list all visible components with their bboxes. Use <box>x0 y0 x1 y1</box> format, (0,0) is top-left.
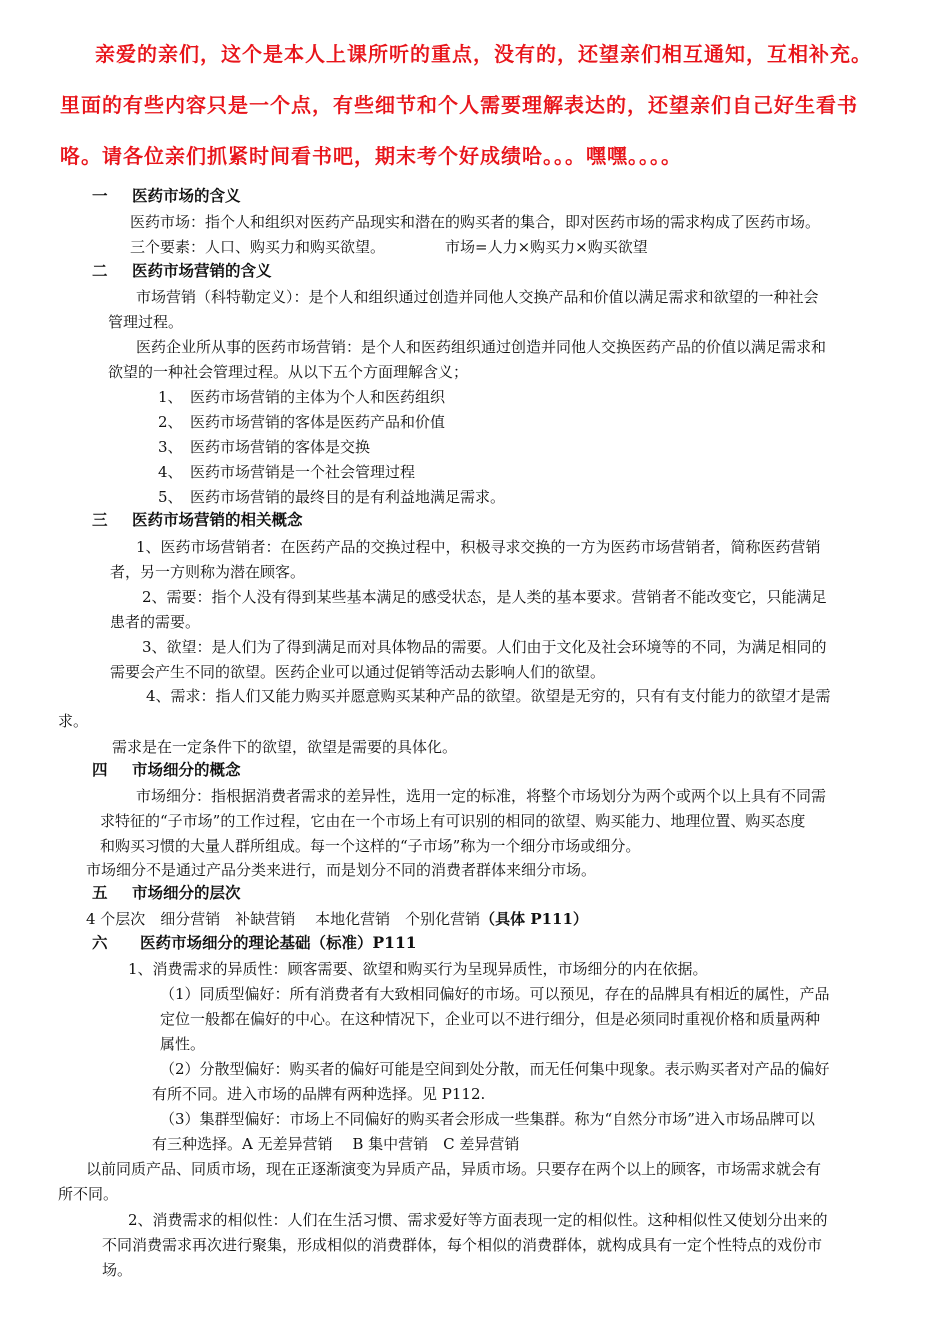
section-5-heading <box>92 883 241 903</box>
section-3-heading <box>92 510 303 530</box>
notice-line-2: 里面的有些内容只是一个点，有些细节和个人需要理解表达的，还望亲们自己好生看书 <box>60 93 858 117</box>
s1-formula: 市场=人力×购买力×购买欲望 <box>445 238 648 256</box>
s6-p2-line-2: 所不同。 <box>58 1185 119 1203</box>
section-6-number: 六 <box>92 933 108 952</box>
s3-p3-line-1: 3、欲望：是人们为了得到满足而对具体物品的需要。人们由于文化及社会环境等的不同，为满足相同的 <box>142 638 827 656</box>
s4-p1-line-1: 市场细分：指根据消费者需求的差异性，选用一定的标准，将整个市场划分为两个或两个以上具有不同需 <box>136 787 827 805</box>
s6-b-line-1: （2）分散型偏好：购买者的偏好可能是空间到处分散，而无任何集中现象。表示购买者对产品的偏好 <box>160 1060 830 1078</box>
s2-item-2: 2、 医药市场营销的客体是医药产品和价值 <box>158 413 446 431</box>
section-6-heading <box>92 933 417 953</box>
s3-p2-line-1: 2、需要：指个人没有得到某些基本满足的感受状态，是人类的基本要求。营销者不能改变它，只能满足 <box>142 588 827 606</box>
s6-b-line-2: 有所不同。进入市场的品牌有两种选择。见 P112. <box>152 1085 486 1103</box>
s4-p1-line-3: 和购买习惯的大量人群所组成。每一个这样的“子市场”称为一个细分市场或细分。 <box>100 837 641 855</box>
s3-p5: 需求是在一定条件下的欲望，欲望是需要的具体化。 <box>112 738 458 756</box>
s2-item-5: 5、 医药市场营销的最终目的是有利益地满足需求。 <box>158 488 506 506</box>
section-4-number: 四 <box>92 760 108 779</box>
s2-p1-line-2: 管理过程。 <box>108 313 184 331</box>
s6-p3-line-1: 2、消费需求的相似性：人们在生活习惯、需求爱好等方面表现一定的相似性。这种相似性又使划分出来的 <box>128 1211 828 1229</box>
section-1-title: 医药市场的含义 <box>132 186 241 205</box>
section-5-number: 五 <box>92 883 108 902</box>
s6-a-line-3: 属性。 <box>160 1035 206 1053</box>
section-1-number: 一 <box>92 186 108 205</box>
section-4-title: 市场细分的概念 <box>132 760 241 779</box>
s6-c-line-1: （3）集群型偏好：市场上不同偏好的购买者会形成一些集群。称为“自然分市场”进入市场品牌可以 <box>160 1110 815 1128</box>
s1-elements <box>130 237 648 257</box>
section-3-title: 医药市场营销的相关概念 <box>132 510 303 529</box>
s5-levels <box>86 909 588 929</box>
section-6-title: 医药市场细分的理论基础（标准）P111 <box>140 933 417 952</box>
s1-definition: 医药市场：指个人和组织对医药产品现实和潜在的购买者的集合，即对医药市场的需求构成了医药市场。 <box>130 213 821 231</box>
s2-item-1: 1、 医药市场营销的主体为个人和医药组织 <box>158 388 446 406</box>
s4-p1-line-2: 求特征的“子市场”的工作过程，它由在一个市场上有可识别的相同的欲望、购买能力、地理位置、购买态度 <box>100 812 806 830</box>
s2-item-4: 4、 医药市场营销是一个社会管理过程 <box>158 463 416 481</box>
s6-p1: 1、消费需求的异质性：顾客需要、欲望和购买行为呈现异质性，市场细分的内在依据。 <box>128 960 708 978</box>
notice-line-3: 咯。请各位亲们抓紧时间看书吧，期末考个好成绩哈。。。嘿嘿。。。。 <box>60 144 682 168</box>
s2-p1-line-1: 市场营销（科特勒定义）：是个人和组织通过创造并同他人交换产品和价值以满足需求和欲望的一种社会 <box>136 288 819 306</box>
s3-p1-line-1: 1、医药市场营销者：在医药产品的交换过程中，积极寻求交换的一方为医药市场营销者，简称医药营销 <box>136 538 821 556</box>
section-4-heading <box>92 760 241 780</box>
s6-p3-line-2: 不同消费需求再次进行聚集，形成相似的消费群体，每个相似的消费群体，就构成具有一定个性特点的戏份市 <box>102 1236 823 1254</box>
s6-a-line-2: 定位一般都在偏好的中心。在这种情况下，企业可以不进行细分，但是必须同时重视价格和质量两种 <box>160 1010 821 1028</box>
s5-levels-text: 4 个层次 细分营销 补缺营销 本地化营销 个别化营销 <box>86 910 481 928</box>
section-5-title: 市场细分的层次 <box>132 883 241 902</box>
s1-elements-text: 三个要素：人口、购买力和购买欲望。 <box>130 238 386 256</box>
s3-p2-line-2: 患者的需要。 <box>110 613 201 631</box>
s6-p3-line-3: 场。 <box>102 1261 133 1279</box>
s6-c-line-2: 有三种选择。A 无差异营销 B 集中营销 C 差异营销 <box>152 1135 520 1153</box>
section-2-heading <box>92 261 272 281</box>
s6-a-line-1: （1）同质型偏好：所有消费者有大致相同偏好的市场。可以预见，存在的品牌具有相近的属性，产品 <box>160 985 830 1003</box>
s2-p2-line-2: 欲望的一种社会管理过程。从以下五个方面理解含义； <box>108 363 469 381</box>
s2-p2-line-1: 医药企业所从事的医药市场营销：是个人和医药组织通过创造并同他人交换医药产品的价值以满足需求和 <box>136 338 827 356</box>
s5-page-ref: （具体 P111） <box>480 910 588 928</box>
s6-p2-line-1: 以前同质产品、同质市场，现在正逐渐演变为异质产品，异质市场。只要存在两个以上的顾客，市场需求就会有 <box>86 1160 822 1178</box>
section-2-number: 二 <box>92 261 108 280</box>
section-2-title: 医药市场营销的含义 <box>132 261 272 280</box>
s3-p3-line-2: 需要会产生不同的欲望。医药企业可以通过促销等活动去影响人们的欲望。 <box>110 663 606 681</box>
s4-p2: 市场细分不是通过产品分类来进行，而是划分不同的消费者群体来细分市场。 <box>86 861 597 879</box>
section-1-heading <box>92 186 241 206</box>
s3-p4-line-1: 4、需求：指人们又能力购买并愿意购买某种产品的欲望。欲望是无穷的，只有有支付能力的欲望才是需 <box>146 687 831 705</box>
s2-item-3: 3、 医药市场营销的客体是交换 <box>158 438 371 456</box>
s3-p1-line-2: 者，另一方则称为潜在顾客。 <box>110 563 306 581</box>
s3-p4-line-2: 求。 <box>58 712 89 730</box>
section-3-number: 三 <box>92 510 108 529</box>
notice-line-1: 亲爱的亲们，这个是本人上课所听的重点，没有的，还望亲们相互通知，互相补充。 <box>95 42 872 66</box>
